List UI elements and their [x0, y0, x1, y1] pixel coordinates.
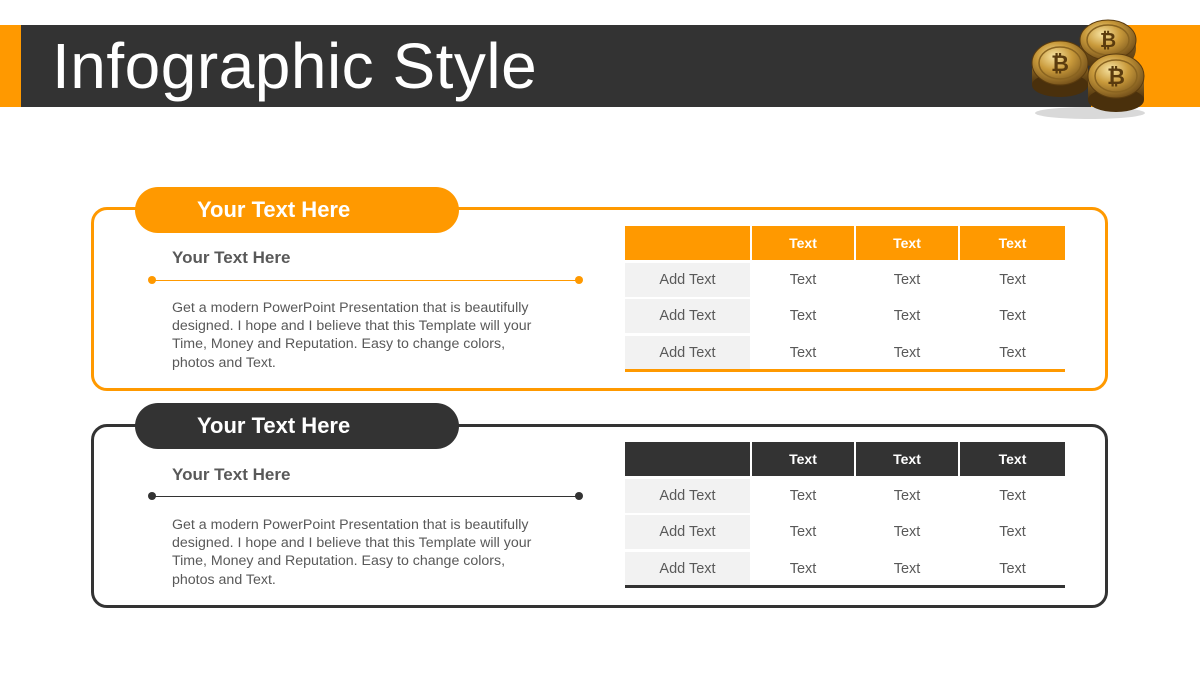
header-accent-left: [0, 25, 21, 107]
section-2-body-text: [172, 516, 572, 589]
table-cell: Text: [893, 345, 921, 361]
body-line: Get a modern PowerPoint Presentation that is beautifully: [172, 517, 529, 533]
table-cell: Text: [789, 488, 817, 504]
table-cell: Text: [893, 272, 921, 288]
body-line: Time, Money and Reputation. Easy to change colors,: [172, 336, 506, 353]
body-line: photos and Text.: [172, 571, 276, 588]
coin-right: [1088, 54, 1144, 112]
table-cell: Text: [999, 308, 1026, 324]
table-cell: Text: [999, 561, 1026, 577]
table-cell: Text: [999, 488, 1026, 504]
table-cell: Text: [999, 272, 1026, 288]
table-cell: Text: [789, 561, 817, 577]
table-bottom-rule: [625, 585, 1065, 588]
section-1-body-text: [172, 299, 572, 372]
section-1-divider: [152, 280, 579, 282]
table-row: [625, 552, 1065, 586]
body-line: photos and Text.: [172, 354, 276, 371]
body-line: Get a modern PowerPoint Presentation that is beautifully: [172, 300, 529, 316]
table-cell: Add Text: [625, 515, 750, 549]
section-2-divider-dot-right: [575, 492, 583, 500]
table-header-cell: Text: [856, 226, 958, 260]
table-cell: Text: [789, 345, 817, 361]
table-cell: Text: [893, 308, 921, 324]
table-header-cell: Text: [960, 442, 1065, 476]
table-cell: Text: [789, 524, 817, 540]
bitcoin-coins-image: [1020, 18, 1150, 120]
section-1-subtitle: Your Text Here: [172, 248, 291, 267]
svg-text:₿: ₿: [1051, 52, 1069, 77]
section-2-subtitle: Your Text Here: [172, 465, 291, 484]
table-cell: Add Text: [625, 552, 750, 586]
coin-left: [1032, 41, 1088, 97]
section-2-tag: Your Text Here: [135, 403, 459, 449]
table-cell: Text: [893, 561, 921, 577]
table-row: [625, 479, 1065, 513]
table-cell: Text: [789, 308, 817, 324]
slide-title: Infographic Style: [52, 30, 538, 102]
table-row: [625, 263, 1065, 297]
body-line: Time, Money and Reputation. Easy to change colors,: [172, 553, 506, 570]
table-cell: Text: [789, 272, 817, 288]
table-cell: Text: [999, 345, 1026, 361]
svg-text:₿: ₿: [1099, 28, 1117, 52]
table-row: [625, 299, 1065, 333]
table-cell: Text: [893, 488, 921, 504]
table-header-cell: Text: [752, 442, 854, 476]
table-cell: Add Text: [625, 299, 750, 333]
body-line: designed. I hope and I believe that this Template will your: [172, 318, 532, 335]
svg-text:₿: ₿: [1107, 65, 1125, 90]
table-header-cell: Text: [752, 226, 854, 260]
body-line: designed. I hope and I believe that this Template will your: [172, 535, 532, 552]
table-cell: Add Text: [625, 479, 750, 513]
table-cell: Text: [999, 524, 1026, 540]
table-header-cell: [625, 226, 750, 260]
table-bottom-rule: [625, 369, 1065, 372]
table-header-cell: Text: [856, 442, 958, 476]
section-2-divider-dot-left: [148, 492, 156, 500]
table-cell: Add Text: [625, 336, 750, 370]
table-cell: Add Text: [625, 263, 750, 297]
section-2-divider: [152, 496, 579, 498]
table-header-row: [625, 226, 1065, 260]
section-1-divider-dot-left: [148, 276, 156, 284]
table-row: [625, 515, 1065, 549]
table-header-cell: [625, 442, 750, 476]
section-1-tag: Your Text Here: [135, 187, 459, 233]
table-row: [625, 336, 1065, 370]
table-header-row: [625, 442, 1065, 476]
section-1-divider-dot-right: [575, 276, 583, 284]
table-header-cell: Text: [960, 226, 1065, 260]
table-cell: Text: [893, 524, 921, 540]
